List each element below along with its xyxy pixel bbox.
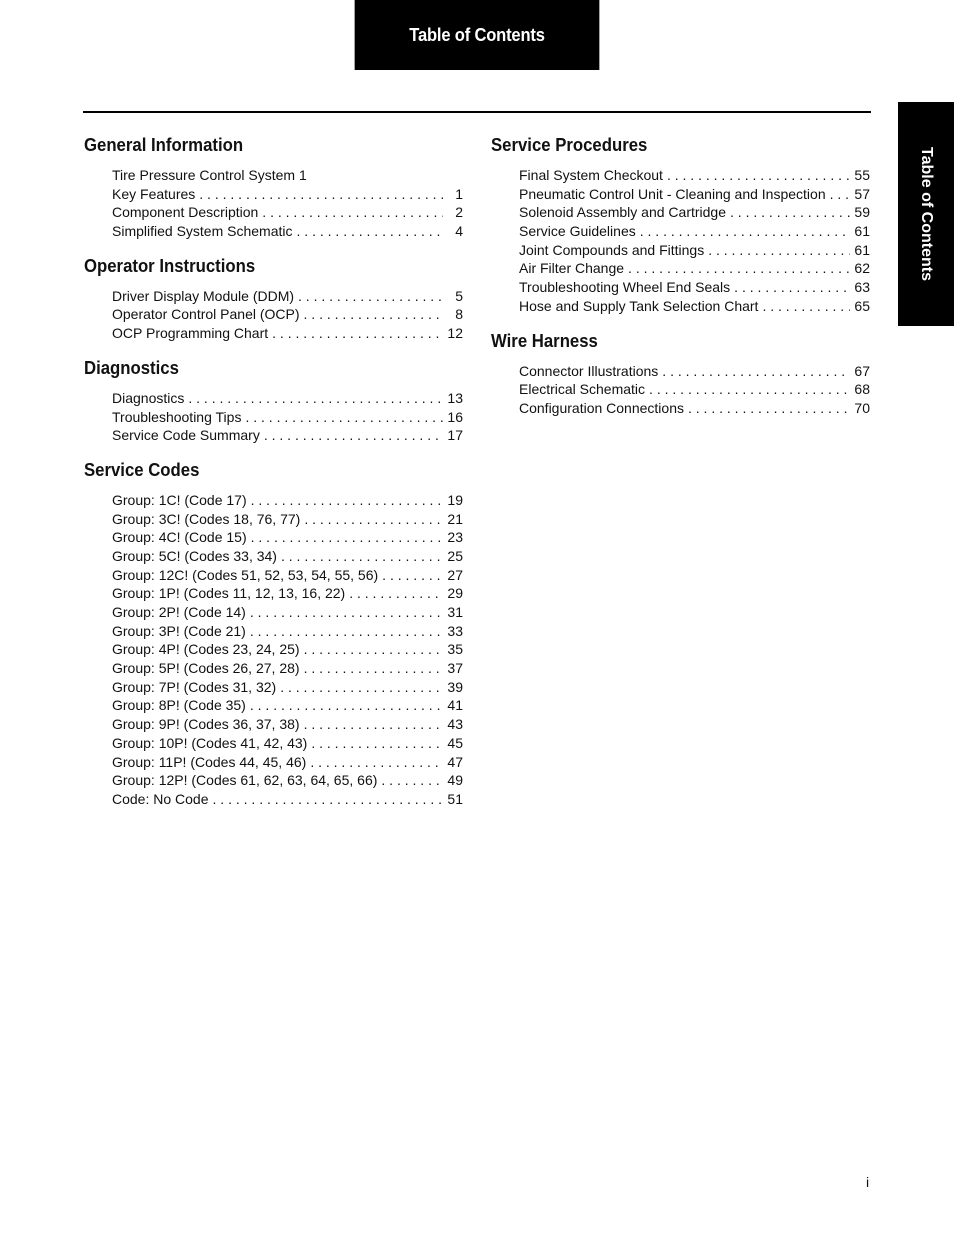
toc-entry[interactable] [519,380,870,399]
toc-entry-label: Pneumatic Control Unit - Cleaning and Inspection [519,185,826,202]
page-number: i [866,1174,870,1190]
toc-entry-label: Group: 5P! (Codes 26, 27, 28) [112,660,300,677]
toc-entry-label: Simplified System Schematic [112,223,293,240]
toc-entry-list [84,166,463,241]
toc-entry[interactable] [112,491,463,510]
toc-entry-page: 33 [447,622,463,639]
section-title: General Information [84,135,244,155]
toc-entry[interactable] [519,185,870,204]
toc-entry-page: 47 [447,753,463,770]
toc-entry-page: 1 [455,185,463,202]
toc-entry-label: Group: 11P! (Codes 44, 45, 46) [112,753,307,770]
toc-entry-page: 19 [447,491,463,508]
toc-entry[interactable] [112,408,463,427]
toc-entry[interactable] [112,603,463,622]
toc-entry-label: Component Description [112,204,259,221]
toc-entry[interactable] [519,259,870,278]
section-title: Wire Harness [491,330,598,351]
dot-leader [298,287,443,306]
dot-leader [382,566,443,585]
toc-left-column [84,134,463,823]
toc-entry-page: 29 [447,585,463,602]
toc-entry-label: Hose and Supply Tank Selection Chart [519,297,759,314]
toc-entry-list [491,166,870,316]
toc-entry[interactable] [112,305,463,324]
toc-entry-page: 67 [854,362,870,379]
toc-entry-page: 70 [854,399,870,416]
dot-leader [251,528,443,547]
toc-entry-label: Service Code Summary [112,427,260,444]
dot-leader [272,324,443,343]
toc-entry-page: 31 [447,604,463,620]
toc-entry-page: 65 [854,297,870,314]
toc-section [84,255,463,343]
toc-entry-page: 4 [455,223,463,240]
header-rule [83,111,871,113]
toc-entry-page: 61 [854,223,870,240]
toc-entry[interactable] [112,566,463,585]
toc-entry[interactable] [112,324,463,343]
toc-entry-heading: Tire Pressure Control System 1 [112,167,307,183]
dot-leader [250,696,443,715]
toc-entry-page: 16 [447,408,463,425]
toc-entry-label: Group: 8P! (Code 35) [112,697,246,714]
dot-leader [245,408,443,427]
section-title: Service Codes [84,459,200,480]
toc-entry[interactable] [112,696,463,715]
toc-entry[interactable] [112,584,463,603]
toc-entry[interactable] [519,222,870,241]
toc-entry[interactable] [112,203,463,222]
toc-section [84,459,463,809]
toc-section [84,134,463,241]
dot-leader [304,715,443,734]
toc-entry-page: 68 [854,381,870,398]
toc-entry-page: 43 [447,716,463,733]
toc-entry[interactable] [112,753,463,772]
dot-leader [730,203,850,222]
dot-leader [262,203,443,222]
toc-entry[interactable] [519,362,870,381]
toc-entry-label: Group: 3P! (Code 21) [112,622,246,639]
toc-entry-page: 51 [447,790,463,807]
header-tab [355,0,600,70]
dot-leader [762,297,850,316]
toc-entry[interactable] [112,622,463,641]
toc-entry-label: Group: 4P! (Codes 23, 24, 25) [112,641,300,658]
dot-leader [188,389,443,408]
toc-entry[interactable] [112,287,463,306]
toc-entry-page: 59 [854,204,870,221]
toc-entry-label: Final System Checkout [519,167,663,183]
toc-entry-page: 63 [854,279,870,296]
toc-entry[interactable] [519,399,870,418]
dot-leader [304,305,443,324]
dot-leader [649,380,850,399]
dot-leader [304,510,443,529]
toc-entry[interactable] [112,426,463,445]
toc-entry-label: Group: 9P! (Codes 36, 37, 38) [112,716,300,733]
dot-leader [310,753,443,772]
toc-entry-page: 39 [447,678,463,695]
toc-entry[interactable] [112,389,463,408]
toc-entry-page: 25 [447,547,463,564]
toc-entry-label: Group: 4C! (Code 15) [112,529,247,546]
toc-entry-page: 49 [447,772,463,789]
dot-leader [349,584,443,603]
toc-entry-page: 12 [447,325,463,342]
toc-entry-page: 8 [455,306,463,323]
dot-leader [311,734,443,753]
toc-entry[interactable] [112,185,463,204]
toc-entry-page: 23 [447,529,463,546]
toc-entry-label: Group: 7P! (Codes 31, 32) [112,678,277,695]
toc-entry-list [491,362,870,418]
toc-entry-label: Electrical Schematic [519,381,646,398]
toc-entry-label: Joint Compounds and Fittings [519,241,705,258]
dot-leader [213,790,443,809]
toc-entry[interactable] [112,678,463,697]
toc-entry[interactable] [519,203,870,222]
toc-entry-page: 41 [447,697,463,714]
toc-entry[interactable] [112,640,463,659]
dot-leader [280,678,443,697]
toc-entry-page: 13 [447,389,463,406]
toc-entry-list [84,287,463,343]
toc-entry-label: Group: 12P! (Codes 61, 62, 63, 64, 65, 66) [112,772,378,789]
toc-entry[interactable] [519,297,870,316]
toc-entry-label: Air Filter Change [519,260,625,277]
toc-entry-page: 45 [447,734,463,751]
dot-leader [830,185,850,204]
dot-leader [667,166,850,185]
toc-entry-label: Solenoid Assembly and Cartridge [519,204,727,221]
dot-leader [640,222,850,241]
toc-entry-page: 57 [854,185,870,202]
toc-entry-page: 37 [447,660,463,677]
section-title: Diagnostics [84,357,179,378]
dot-leader [304,640,443,659]
toc-entry-list [84,491,463,809]
toc-entry-page: 21 [447,510,463,527]
toc-entry-label: Service Guidelines [519,223,636,240]
header-title: Table of Contents [409,24,545,45]
toc-entry[interactable] [519,278,870,297]
toc-entry-page: 55 [854,167,870,183]
side-tab-label: Table of Contents [918,147,935,281]
toc-entry[interactable] [112,528,463,547]
toc-entry-label: Code: No Code [112,790,209,807]
toc-entry-page: 61 [854,241,870,258]
toc-entry[interactable] [112,790,463,809]
side-tab [898,102,954,326]
toc-entry-label: Group: 1P! (Codes 11, 12, 13, 16, 22) [112,585,346,602]
dot-leader [381,771,443,790]
toc-entry-page: 17 [447,427,463,444]
toc-entry-label: Connector Illustrations [519,362,659,379]
dot-leader [662,362,850,381]
dot-leader [628,259,850,278]
dot-leader [297,222,443,241]
toc-entry[interactable] [519,241,870,260]
dot-leader [250,603,443,622]
toc-entry-label: Group: 2P! (Code 14) [112,604,246,620]
dot-leader [708,241,850,260]
toc-section [491,330,870,418]
toc-entry-page: 2 [455,204,463,221]
section-title: Service Procedures [491,135,648,155]
toc-entry-label: Configuration Connections [519,399,684,416]
toc-entry-label: Troubleshooting Wheel End Seals [519,279,731,296]
toc-entry-page: 35 [447,641,463,658]
dot-leader [281,547,443,566]
toc-entry-label: Troubleshooting Tips [112,408,242,425]
dot-leader [688,399,850,418]
toc-right-column [491,134,870,432]
toc-section [491,134,870,316]
dot-leader [250,622,443,641]
toc-entry[interactable] [112,222,463,241]
toc-entry[interactable] [112,510,463,529]
toc-entry-label: Group: 5C! (Codes 33, 34) [112,547,277,564]
toc-entry-label: OCP Programming Chart [112,325,269,342]
toc-entry-label: Group: 3C! (Codes 18, 76, 77) [112,510,301,527]
toc-entry[interactable] [112,715,463,734]
section-title: Operator Instructions [84,255,256,276]
dot-leader [199,185,443,204]
toc-entry[interactable] [112,734,463,753]
toc-entry[interactable] [519,166,870,185]
toc-entry[interactable] [112,659,463,678]
toc-entry[interactable] [112,547,463,566]
toc-entry-label: Group: 12C! (Codes 51, 52, 53, 54, 55, 56) [112,566,379,583]
toc-entry-page: 27 [447,566,463,583]
toc-section [84,357,463,445]
toc-entry-label: Diagnostics [112,389,185,406]
toc-entry-label: Key Features [112,185,196,202]
toc-entry-label: Operator Control Panel (OCP) [112,306,300,323]
toc-entry-page: 62 [854,260,870,277]
toc-entry[interactable] [112,771,463,790]
dot-leader [251,491,443,510]
toc-entry-label: Group: 1C! (Code 17) [112,491,247,508]
toc-entry-label: Group: 10P! (Codes 41, 42, 43) [112,734,308,751]
toc-entry-page: 5 [455,287,463,304]
toc-entry-label: Driver Display Module (DDM) [112,287,295,304]
dot-leader [304,659,443,678]
dot-leader [734,278,850,297]
toc-entry-list [84,389,463,445]
dot-leader [264,426,443,445]
